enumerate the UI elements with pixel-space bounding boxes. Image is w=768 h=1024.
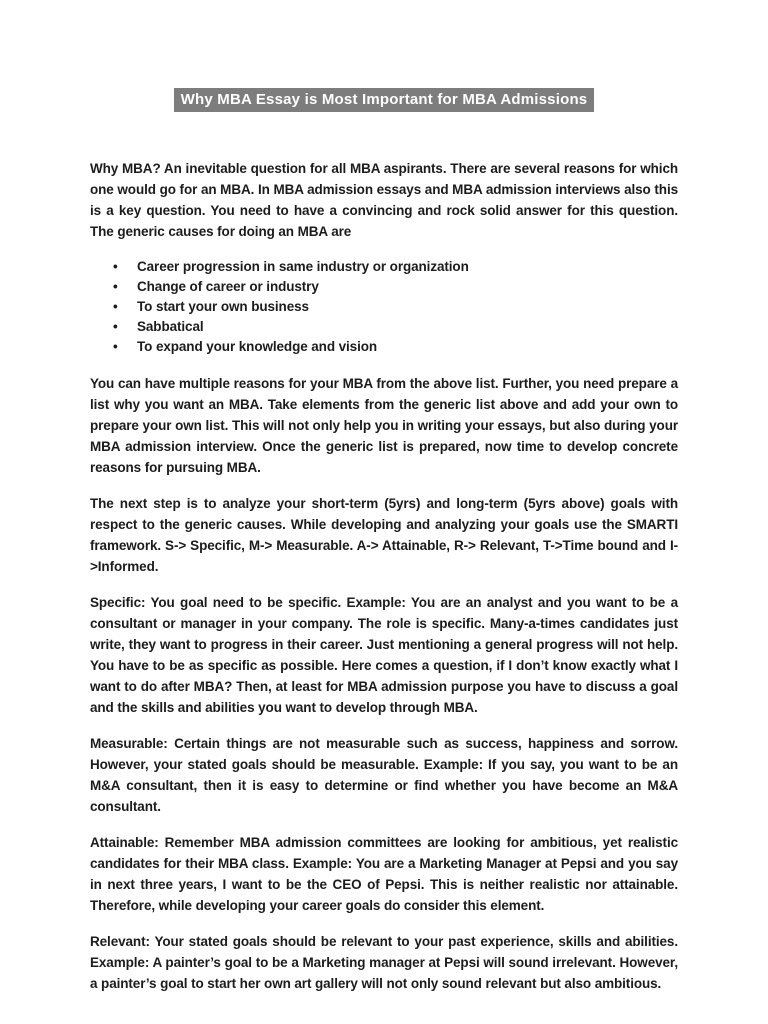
paragraph-next-step-smarti: The next step is to analyze your short-term (5yrs) and long-term (5yrs above) goals with respect to the generic causes. While developing and analyzing your goals use the SMARTI framework. S-> Specific, M-> Measurable. A-> Attainable, R-> Relevant, T->Time bound and I->Informed. [90,496,678,574]
mba-reasons-list [90,257,678,357]
title-highlight: Why MBA Essay is Most Important for MBA Admissions [174,88,595,112]
paragraph-relevant: Relevant: Your stated goals should be relevant to your past experience, skills and abilities. Example: A painter’s goal to be a Marketing manager at Pepsi will sound irrelevant. However, a painter’s goal to start her own art gallery will not only sound relevant but also ambitious. [90,934,678,991]
intro-paragraph: Why MBA? An inevitable question for all MBA aspirants. There are several reasons for which one would go for an MBA. In MBA admission essays and MBA admission interviews also this is a key question. You need to have a convincing and rock solid answer for this question. The generic causes for doing an MBA are [90,161,678,239]
list-item: • To start your own business [137,297,678,317]
list-item: • Career progression in same industry or organization [137,257,678,277]
document-title [90,88,678,112]
paragraph-measurable: Measurable: Certain things are not measurable such as success, happiness and sorrow. However, your stated goals should be measurable. Example: If you say, you want to be an M&A consultant, then it is easy to determine or find whether you have become an M&A consultant. [90,736,678,814]
list-item: • Sabbatical [137,317,678,337]
paragraph-specific: Specific: You goal need to be specific. Example: You are an analyst and you want to be a consultant or manager in your company. The role is specific. Many-a-times candidates just write, they want to progress in their career. Just mentioning a general progress will not help. You have to be as specific as possible. Here comes a question, if I don’t know exactly what I want to do after MBA? Then, at least for MBA admission purpose you have to discuss a goal and the skills and abilities you want to develop through MBA. [90,595,678,715]
paragraph-multiple-reasons: You can have multiple reasons for your MBA from the above list. Further, you need prepare a list why you want an MBA. Take elements from the generic list above and add your own to prepare your own list. This will not only help you in writing your essays, but also during your MBA admission interview. Once the generic list is prepared, now time to develop concrete reasons for pursuing MBA. [90,376,678,475]
list-item: • Change of career or industry [137,277,678,297]
list-item: • To expand your knowledge and vision [137,337,678,357]
paragraph-attainable: Attainable: Remember MBA admission committees are looking for ambitious, yet realistic candidates for their MBA class. Example: You are a Marketing Manager at Pepsi and you say in next three years, I want to be the CEO of Pepsi. This is neither realistic nor attainable. Therefore, while developing your career goals do consider this element. [90,835,678,913]
